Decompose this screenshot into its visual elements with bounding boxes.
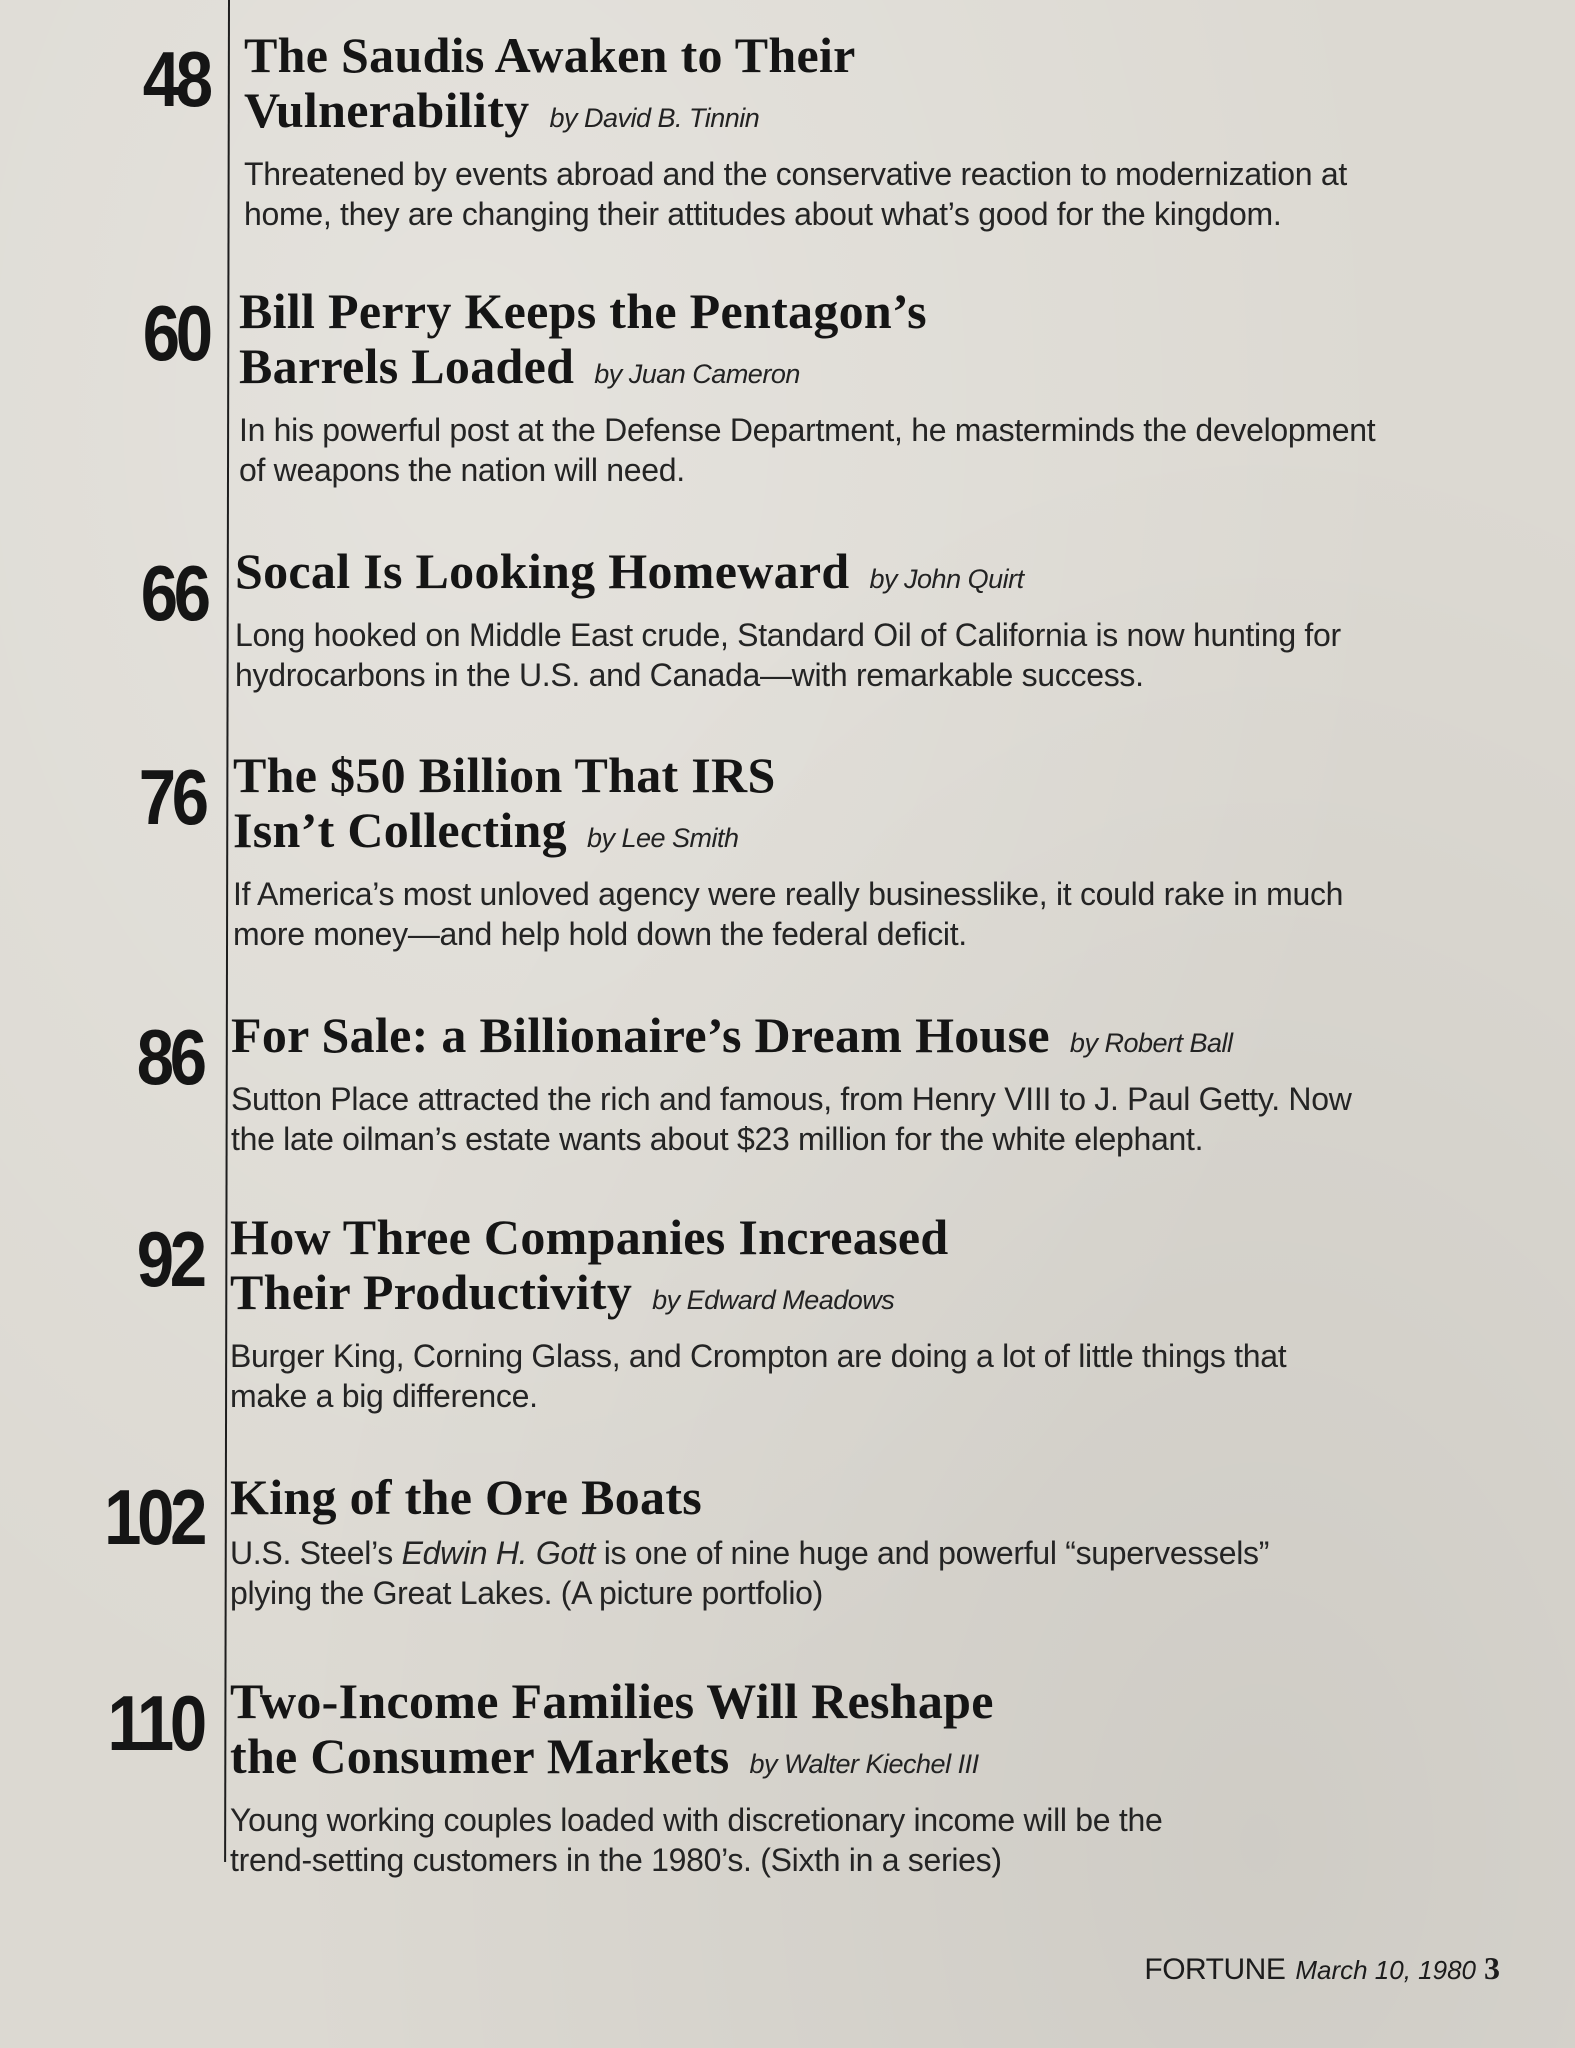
summary-line: Young working couples loaded with discretionary income will be the bbox=[230, 1802, 1163, 1838]
summary-line: more money—and help hold down the federal deficit. bbox=[233, 916, 967, 952]
byline: by Robert Ball bbox=[1069, 1028, 1233, 1058]
entry-content bbox=[230, 1210, 1286, 1416]
issue-date: March 10, 1980 bbox=[1295, 1955, 1476, 1985]
summary-line: Long hooked on Middle East crude, Standard Oil of California is now hunting for bbox=[235, 617, 1341, 653]
title-line: How Three Companies Increased bbox=[230, 1209, 949, 1265]
page-number: 66 bbox=[140, 549, 207, 637]
entry-content bbox=[244, 28, 1347, 234]
title-line bbox=[230, 1729, 1162, 1792]
article-summary bbox=[233, 874, 1343, 954]
title-line bbox=[239, 339, 1375, 402]
page-footer bbox=[1144, 1950, 1500, 1987]
article-summary bbox=[230, 1800, 1162, 1880]
article-title[interactable] bbox=[233, 748, 1343, 866]
summary-line: of weapons the nation will need. bbox=[239, 452, 685, 488]
article-summary bbox=[244, 154, 1347, 234]
title-text: Barrels Loaded bbox=[239, 338, 575, 394]
summary-line: plying the Great Lakes. (A picture portfolio) bbox=[230, 1575, 824, 1611]
byline: by Walter Kiechel III bbox=[749, 1749, 979, 1779]
magazine-name: FORTUNE bbox=[1144, 1953, 1286, 1986]
article-summary bbox=[230, 1336, 1286, 1416]
title-text: Isn’t Collecting bbox=[233, 802, 567, 858]
byline: by John Quirt bbox=[869, 564, 1024, 594]
article-summary bbox=[239, 410, 1375, 490]
article-title[interactable] bbox=[231, 1008, 1352, 1071]
summary-line: In his powerful post at the Defense Department, he masterminds the development bbox=[239, 412, 1376, 448]
title-line: Bill Perry Keeps the Pentagon’s bbox=[239, 283, 927, 339]
byline: by Juan Cameron bbox=[594, 359, 800, 389]
title-line bbox=[235, 544, 1341, 607]
summary-line: hydrocarbons in the U.S. and Canada—with remarkable success. bbox=[235, 657, 1144, 693]
title-line bbox=[244, 83, 1347, 146]
title-text: the Consumer Markets bbox=[230, 1728, 730, 1784]
article-title[interactable] bbox=[230, 1674, 1162, 1792]
summary-line: the late oilman’s estate wants about $23 million for the white elephant. bbox=[231, 1121, 1204, 1157]
page-number: 102 bbox=[103, 1473, 203, 1561]
page-number: 92 bbox=[136, 1215, 203, 1303]
entry-content bbox=[230, 1674, 1162, 1880]
entry-content bbox=[233, 748, 1343, 954]
summary-line: Threatened by events abroad and the conservative reaction to modernization at bbox=[244, 156, 1347, 192]
folio-page-number: 3 bbox=[1484, 1950, 1500, 1986]
article-title[interactable] bbox=[230, 1210, 1286, 1328]
article-title[interactable] bbox=[244, 28, 1347, 146]
title-line bbox=[230, 1265, 1286, 1328]
summary-line: If America’s most unloved agency were really businesslike, it could rake in much bbox=[233, 876, 1344, 912]
title-line: The $50 Billion That IRS bbox=[233, 747, 776, 803]
article-summary bbox=[230, 1533, 1269, 1613]
title-text: For Sale: a Billionaire’s Dream House bbox=[231, 1007, 1050, 1063]
article-title[interactable] bbox=[239, 284, 1375, 402]
title-text: Socal Is Looking Homeward bbox=[235, 543, 850, 599]
summary-line: Sutton Place attracted the rich and famous, from Henry VIII to J. Paul Getty. Now bbox=[231, 1081, 1352, 1117]
article-title[interactable] bbox=[235, 544, 1341, 607]
title-line: King of the Ore Boats bbox=[230, 1469, 703, 1525]
page-number: 60 bbox=[142, 289, 209, 377]
vessel-name: Edwin H. Gott bbox=[401, 1535, 596, 1571]
summary-line bbox=[230, 1533, 1269, 1573]
title-line: Two-Income Families Will Reshape bbox=[230, 1673, 994, 1729]
summary-text: U.S. Steel’s bbox=[230, 1535, 402, 1571]
entry-content bbox=[231, 1008, 1352, 1159]
byline: by Edward Meadows bbox=[652, 1285, 895, 1315]
entry-content bbox=[230, 1470, 1269, 1613]
entry-content bbox=[239, 284, 1375, 490]
title-line bbox=[233, 803, 1343, 866]
page-number: 76 bbox=[138, 753, 205, 841]
byline: by Lee Smith bbox=[586, 823, 739, 853]
summary-line: Burger King, Corning Glass, and Crompton are doing a lot of little things that bbox=[230, 1338, 1287, 1374]
summary-line: trend-setting customers in the 1980’s. (Sixth in a series) bbox=[230, 1842, 1002, 1878]
article-title[interactable] bbox=[230, 1470, 1269, 1525]
title-text: Vulnerability bbox=[244, 82, 530, 138]
page-number: 110 bbox=[107, 1679, 203, 1767]
byline: by David B. Tinnin bbox=[549, 103, 760, 133]
title-text: Their Productivity bbox=[230, 1264, 633, 1320]
page-number: 86 bbox=[136, 1013, 203, 1101]
title-line bbox=[231, 1008, 1352, 1071]
page-number: 48 bbox=[142, 35, 209, 123]
article-summary bbox=[235, 615, 1341, 695]
article-summary bbox=[231, 1079, 1352, 1159]
title-line: The Saudis Awaken to Their bbox=[244, 27, 856, 83]
summary-line: home, they are changing their attitudes about what’s good for the kingdom. bbox=[244, 196, 1282, 232]
entry-content bbox=[235, 544, 1341, 695]
summary-text: is one of nine huge and powerful “supervessels” bbox=[595, 1535, 1270, 1571]
summary-line: make a big difference. bbox=[230, 1378, 538, 1414]
